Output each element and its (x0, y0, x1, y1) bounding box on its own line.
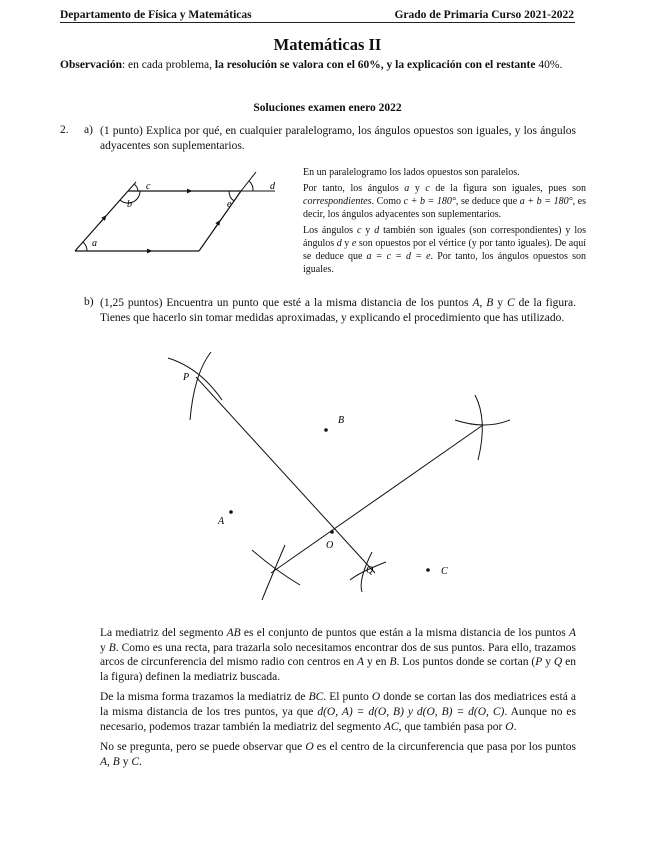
solution-p1: La mediatriz del segmento AB es el conjunto de puntos que están a la misma distancia de los puntos A y B. Como es una recta, para trazarla solo necesitamos encontrar dos de sus puntos. Para ello, trazamos arcos de circunferencia del mismo radio con centros en A y en B. Los puntos donde se cortan (P y Q en la figura) definen la mediatriz buscada. (100, 627, 577, 683)
extension-right (241, 172, 256, 191)
label-b: B (338, 415, 345, 426)
arrow-right (215, 222, 219, 228)
part-a-label: a) (84, 124, 93, 136)
angle-c-arc (134, 184, 138, 191)
solution-p3: No se pregunta, pero se puede observar que O es el centro de la circunferencia que pasa por los puntos A, B y C. (100, 741, 576, 768)
label-a: A (218, 516, 225, 527)
parallelogram-figure (60, 160, 290, 265)
angle-d-arc (249, 181, 253, 191)
header-course: Grado de Primaria Curso 2021-2022 (394, 9, 574, 21)
explanation-p3: Los ángulos c y d también son iguales (son correspondientes) y los ángulos d y e son opuestos por el vértice (y por tanto iguales). De aquí se deduce que a = c = d = e. Por tanto, los ángulos opuestos son iguales. (303, 225, 587, 275)
angle-label-e: e (227, 199, 232, 210)
observation-note (60, 58, 576, 73)
page-title: Matemáticas II (273, 35, 382, 54)
part-a-explanation (303, 166, 586, 279)
arc-l-1 (252, 550, 300, 585)
arc-p-1 (168, 358, 222, 400)
point-b (324, 428, 328, 432)
part-b-question: (1,25 puntos) Encuentra un punto que esté a la misma distancia de los puntos A, B y C de la figura. Tienes que hacerlo sin tomar medidas aproximadas, y explicando el procedimiento que has utilizado. (100, 297, 576, 324)
label-q: Q (366, 565, 374, 576)
bisector-ab (196, 377, 375, 573)
solution-p2: De la misma forma trazamos la mediatriz de BC. El punto O donde se cortan las dos mediatrices está a la misma distancia de los tres puntos, ya que d(O, A) = d(O, B) y d(O, B) = d(O, C). Aunque no es necesario, podemos trazar también la mediatriz del segmento AC, que también pasa por O. (100, 691, 576, 733)
header-rule (60, 22, 575, 23)
question-number: 2. (60, 124, 69, 136)
header-department: Departamento de Física y Matemáticas (60, 9, 252, 21)
angle-label-d: d (270, 181, 275, 192)
construction-figure (0, 340, 655, 610)
arc-p-2 (190, 352, 211, 420)
extension-left (128, 182, 136, 191)
section-subtitle: Soluciones examen enero 2022 (253, 102, 402, 114)
label-o: O (326, 540, 334, 551)
angle-a-arc (83, 242, 87, 251)
solution-text (100, 626, 576, 775)
part-b-label: b) (84, 296, 94, 308)
observation-text-b: 40%. (535, 59, 563, 71)
observation-text-a: : en cada problema, (121, 59, 215, 71)
angle-label-c: c (146, 181, 151, 192)
bisector-bc (271, 425, 483, 573)
explanation-p2: Por tanto, los ángulos a y c de la figura son iguales, pues son correspondientes. Como c + b = 180°, se deduce que a + b = 180°, es decir, los ángulos adyacentes son suplementarios. (303, 183, 587, 220)
part-a-question: (1 punto) Explica por qué, en cualquier paralelogramo, los ángulos opuestos son iguales, y los ángulos adyacentes son suplementarios. (100, 125, 576, 152)
point-c (426, 568, 430, 572)
arrow-left (100, 217, 105, 223)
observation-bold: la resolución se valora con el 60%, y la explicación con el restante (214, 59, 536, 71)
label-c: C (441, 566, 448, 577)
angle-label-b: b (127, 199, 132, 210)
point-o (330, 530, 334, 534)
angle-label-a: a (92, 238, 97, 249)
label-p: P (183, 372, 190, 383)
side-right (199, 191, 241, 251)
observation-label: Observación (60, 59, 122, 71)
point-a (229, 510, 233, 514)
explanation-p1: En un paralelogramo los lados opuestos son paralelos. (303, 167, 520, 178)
